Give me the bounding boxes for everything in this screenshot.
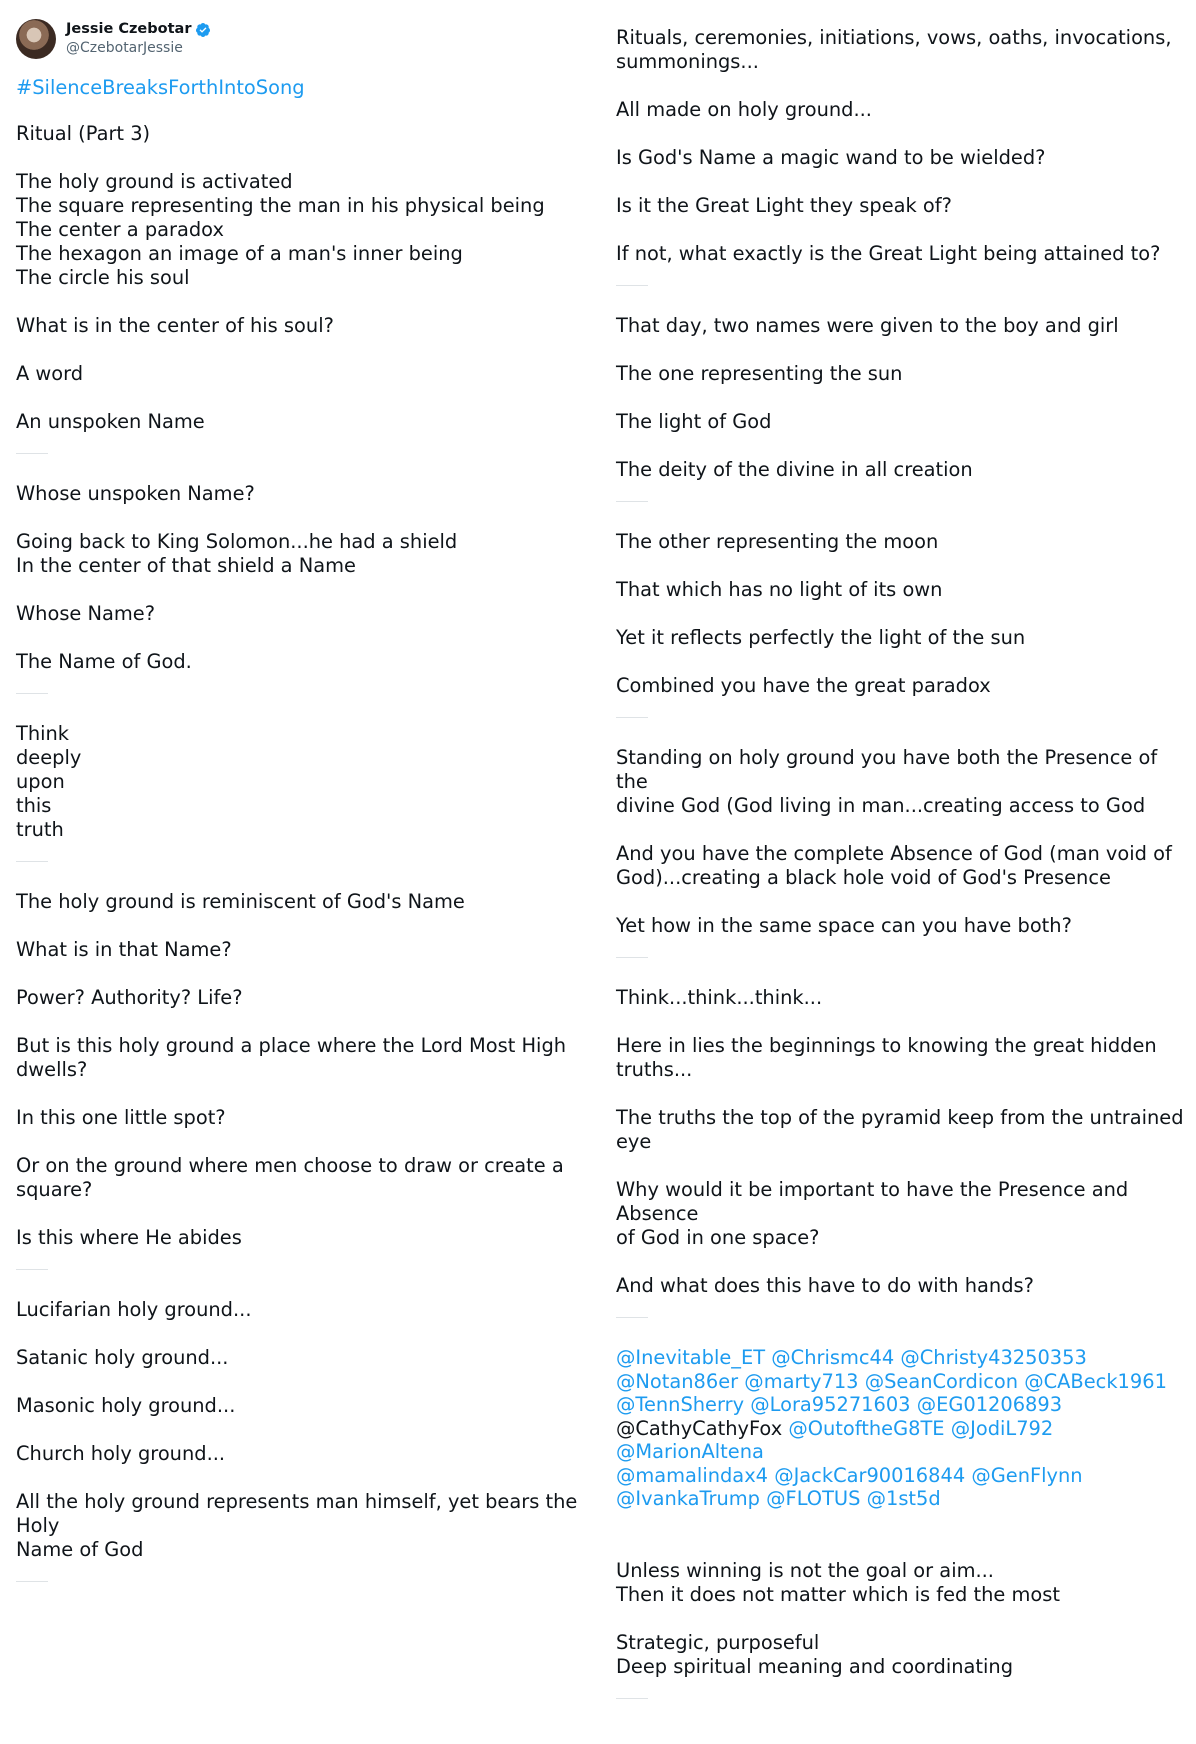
paragraph: Yet how in the same space can you have both?: [616, 914, 1072, 937]
paragraph: Whose Name?: [16, 602, 156, 625]
paragraph: Whose unspoken Name?: [16, 482, 255, 505]
divider: [616, 1317, 648, 1318]
paragraph: And you have the complete Absence of God (man void of God)...creating a black hole void of God's Presence: [616, 842, 1172, 889]
paragraph: Rituals, ceremonies, initiations, vows, oaths, invocations, summonings...: [616, 26, 1172, 73]
mentions-block: [616, 1346, 1192, 1511]
mention-text: @CathyCathyFox: [616, 1416, 783, 1440]
paragraph: Strategic, purposeful Deep spiritual meaning and coordinating: [616, 1630, 1014, 1678]
mention-link[interactable]: @Christy43250353: [900, 1346, 1087, 1369]
paragraph: All made on holy ground...: [616, 98, 872, 121]
paragraph: The holy ground is reminiscent of God's Name: [16, 890, 465, 913]
paragraph: But is this holy ground a place where the Lord Most High dwells?: [16, 1034, 567, 1081]
paragraph: And what does this have to do with hands?: [616, 1274, 1034, 1297]
divider: [616, 1698, 648, 1699]
mention-link[interactable]: @FLOTUS: [766, 1487, 861, 1510]
author-info: [66, 20, 211, 58]
paragraph: That day, two names were given to the boy and girl: [616, 314, 1119, 337]
paragraph: Think deeply upon this truth: [16, 722, 82, 841]
paragraph: The deity of the divine in all creation: [616, 458, 973, 481]
paragraph: Masonic holy ground...: [16, 1394, 236, 1417]
verified-badge-icon: [195, 22, 211, 38]
mentions-line: [616, 1370, 1192, 1394]
paragraph: The one representing the sun: [616, 362, 903, 385]
paragraph: In this one little spot?: [16, 1106, 226, 1129]
avatar[interactable]: [16, 19, 56, 59]
divider: [16, 1269, 48, 1270]
mentions-line: [616, 1393, 1192, 1417]
mention-link[interactable]: @JackCar90016844: [774, 1463, 966, 1487]
mention-link[interactable]: @Inevitable_ET: [616, 1346, 766, 1369]
author-name-row[interactable]: [66, 20, 211, 39]
paragraph: Is God's Name a magic wand to be wielded?: [616, 146, 1046, 169]
paragraph: Church holy ground...: [16, 1442, 226, 1465]
divider: [16, 453, 48, 454]
mention-link[interactable]: @MarionAltena: [616, 1440, 764, 1463]
divider: [616, 957, 648, 958]
paragraph: The light of God: [616, 410, 772, 433]
divider: [616, 501, 648, 502]
paragraph: Is this where He abides: [16, 1226, 242, 1249]
left-column: [16, 0, 596, 1627]
mention-link[interactable]: @Lora95271603: [750, 1393, 911, 1416]
mentions-line: [616, 1417, 1192, 1464]
paragraph: Think...think...think...: [616, 986, 823, 1009]
divider: [16, 1581, 48, 1582]
paragraph: What is in the center of his soul?: [16, 314, 334, 337]
mention-link[interactable]: @GenFlynn: [971, 1463, 1083, 1487]
paragraph: Is it the Great Light they speak of?: [616, 194, 952, 217]
mention-link[interactable]: @mamalindax4: [616, 1463, 769, 1487]
mention-link[interactable]: @SeanCordicon: [864, 1369, 1019, 1393]
paragraph: Yet it reflects perfectly the light of the sun: [616, 626, 1026, 649]
author-header[interactable]: [16, 0, 596, 68]
divider: [616, 285, 648, 286]
paragraph: The other representing the moon: [616, 530, 939, 553]
mention-link[interactable]: @JodiL792: [950, 1416, 1054, 1440]
mention-link[interactable]: @IvankaTrump: [616, 1487, 760, 1510]
paragraph: If not, what exactly is the Great Light being attained to?: [616, 242, 1161, 265]
mention-link[interactable]: @TennSherry: [616, 1393, 745, 1416]
paragraph: Unless winning is not the goal or aim... Then it does not matter which is fed the most: [616, 1558, 1060, 1606]
right-column: [616, 26, 1192, 1744]
mention-link[interactable]: @CABeck1961: [1024, 1369, 1167, 1393]
paragraph: An unspoken Name: [16, 410, 205, 433]
mention-link[interactable]: @marty713: [744, 1369, 859, 1393]
paragraph: The holy ground is activated The square representing the man in his physical being The center a paradox The hexagon an image of a man's inner being The circle his soul: [16, 170, 545, 289]
paragraph: What is in that Name?: [16, 938, 232, 961]
paragraph: Here in lies the beginnings to knowing the great hidden truths...: [616, 1034, 1157, 1081]
paragraph: Going back to King Solomon...he had a shield In the center of that shield a Name: [16, 530, 458, 577]
divider: [616, 717, 648, 718]
paragraph: Lucifarian holy ground...: [16, 1298, 252, 1321]
hashtag-link[interactable]: #SilenceBreaksForthIntoSong: [16, 76, 305, 99]
mentions-line: [616, 1464, 1192, 1488]
paragraph: Power? Authority? Life?: [16, 986, 243, 1009]
paragraph: Or on the ground where men choose to draw or create a square?: [16, 1154, 564, 1201]
paragraph: Satanic holy ground...: [16, 1346, 229, 1369]
paragraph: Combined you have the great paradox: [616, 674, 991, 697]
mention-link[interactable]: @Notan86er: [616, 1369, 739, 1393]
paragraph: The Name of God.: [16, 650, 192, 673]
paragraph: All the holy ground represents man himself, yet bears the Holy Name of God: [16, 1490, 578, 1561]
paragraph: The truths the top of the pyramid keep from the untrained eye: [616, 1106, 1184, 1153]
paragraph: That which has no light of its own: [616, 578, 943, 601]
author-handle[interactable]: @CzebotarJessie: [66, 40, 183, 56]
paragraph: A word: [16, 362, 84, 385]
mentions-line: [616, 1487, 1192, 1511]
mention-link[interactable]: @1st5d: [866, 1487, 941, 1510]
mention-link[interactable]: @EG01206893: [916, 1393, 1063, 1416]
mention-link[interactable]: @OutoftheG8TE: [788, 1416, 945, 1440]
author-name[interactable]: Jessie Czebotar: [66, 21, 192, 37]
paragraph: Why would it be important to have the Presence and Absence of God in one space?: [616, 1178, 1129, 1249]
mention-link[interactable]: @Chrismc44: [771, 1346, 895, 1369]
divider: [16, 861, 48, 862]
divider: [16, 693, 48, 694]
mentions-line: [616, 1346, 1192, 1370]
paragraph: Ritual (Part 3): [16, 122, 151, 145]
paragraph: Standing on holy ground you have both the Presence of the divine God (God living in man...creating access to God: [616, 746, 1158, 817]
